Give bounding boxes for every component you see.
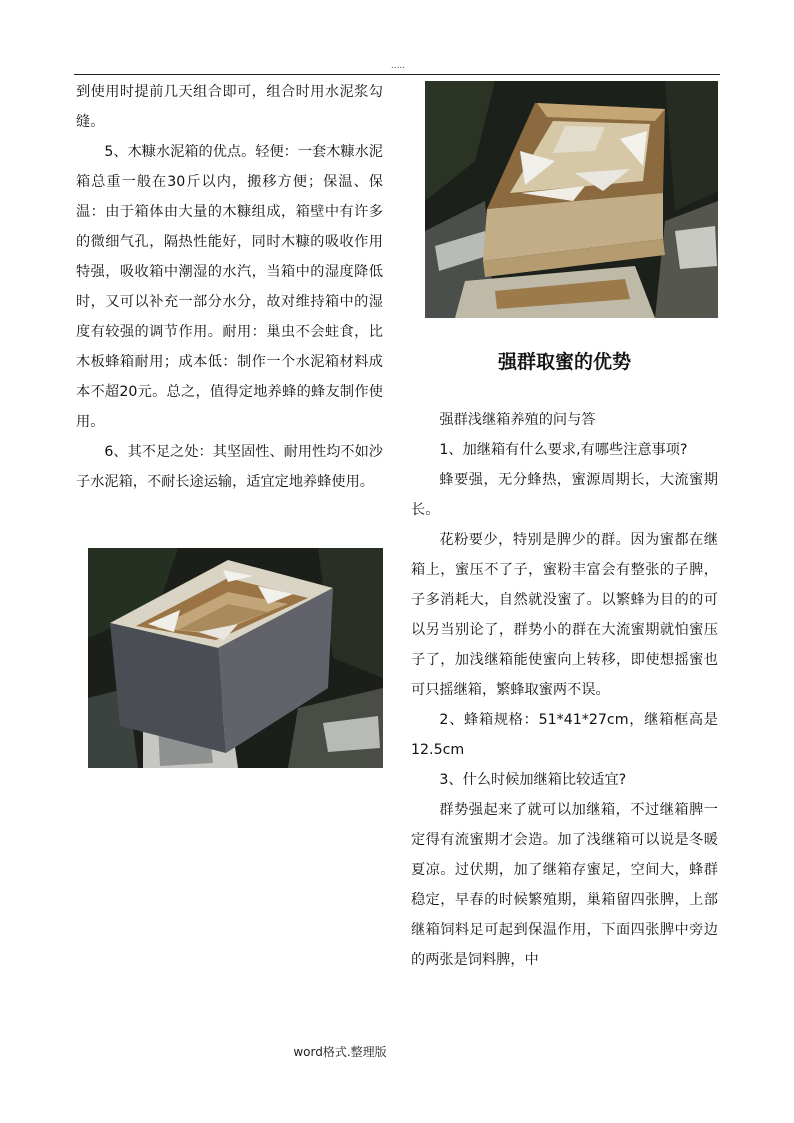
right-paragraph-4: 花粉要少，特别是脾少的群。因为蜜都在继箱上，蜜压不了子，蜜粉丰富会有整张的子脾，子多消耗大，自然就没蜜了。以繁蜂为目的的可以另当别论了，群势小的群在大流蜜期就怕蜜压子了，加浅继箱能使蜜向上转移，即使想摇蜜也可只摇继箱，繁蜂取蜜两不误。 — [411, 532, 718, 698]
left-paragraph-2: 5、木糠水泥箱的优点。轻便：一套木糠水泥箱总重一般在30斤以内，搬移方便；保温、保温：由于箱体由大量的木糠组成，箱壁中有许多的微细气孔，隔热性能好，同时木糠的吸收作用特强，吸收箱中潮湿的水汽，当箱中的湿度降低时，又可以补充一部分水分，故对维持箱中的湿度有较强的调节作用。耐用：巢虫不会蛀食，比木板蜂箱耐用；成本低：制作一个水泥箱材料成本不超20元。总之，值得定地养蜂的蜂友制作使用。 — [76, 144, 383, 430]
right-paragraph-5: 2、蜂箱规格：51*41*27cm，继箱框高是12.5cm — [411, 712, 718, 758]
header-rule — [74, 74, 720, 75]
left-column — [76, 77, 383, 497]
right-column — [411, 405, 718, 975]
beehive-box-illustration — [425, 81, 718, 318]
right-paragraph-2: 1、加继箱有什么要求,有哪些注意事项? — [439, 442, 688, 458]
beehive-box-photo-top — [425, 81, 718, 318]
right-paragraph-3: 蜂要强，无分蜂热，蜜源周期长，大流蜜期长。 — [411, 472, 718, 518]
right-paragraph-6: 3、什么时候加继箱比较适宜? — [439, 772, 627, 788]
right-paragraph-7: 群势强起来了就可以加继箱，不过继箱脾一定得有流蜜期才会造。加了浅继箱可以说是冬暖夏凉。过伏期，加了继箱存蜜足，空间大，蜂群稳定，早春的时候繁殖期，巢箱留四张脾，上部继箱饲料足可起到保温作用，下面四张脾中旁边的两张是饲料脾，中 — [411, 802, 718, 968]
right-paragraph-1: 强群浅继箱养殖的问与答 — [439, 412, 596, 428]
left-paragraph-1: 到使用时提前几天组合即可，组合时用水泥浆勾缝。 — [76, 84, 383, 130]
header-dots: ..... — [390, 61, 406, 71]
left-paragraph-3: 6、其不足之处：其坚固性、耐用性均不如沙子水泥箱，不耐长途运输，适宜定地养蜂使用。 — [76, 444, 383, 490]
cement-hive-illustration — [88, 548, 383, 768]
footer-text: word格式.整理版 — [293, 1045, 387, 1059]
beehive-box-photo-bottom — [88, 548, 383, 768]
section-title: 强群取蜜的优势 — [497, 351, 631, 373]
